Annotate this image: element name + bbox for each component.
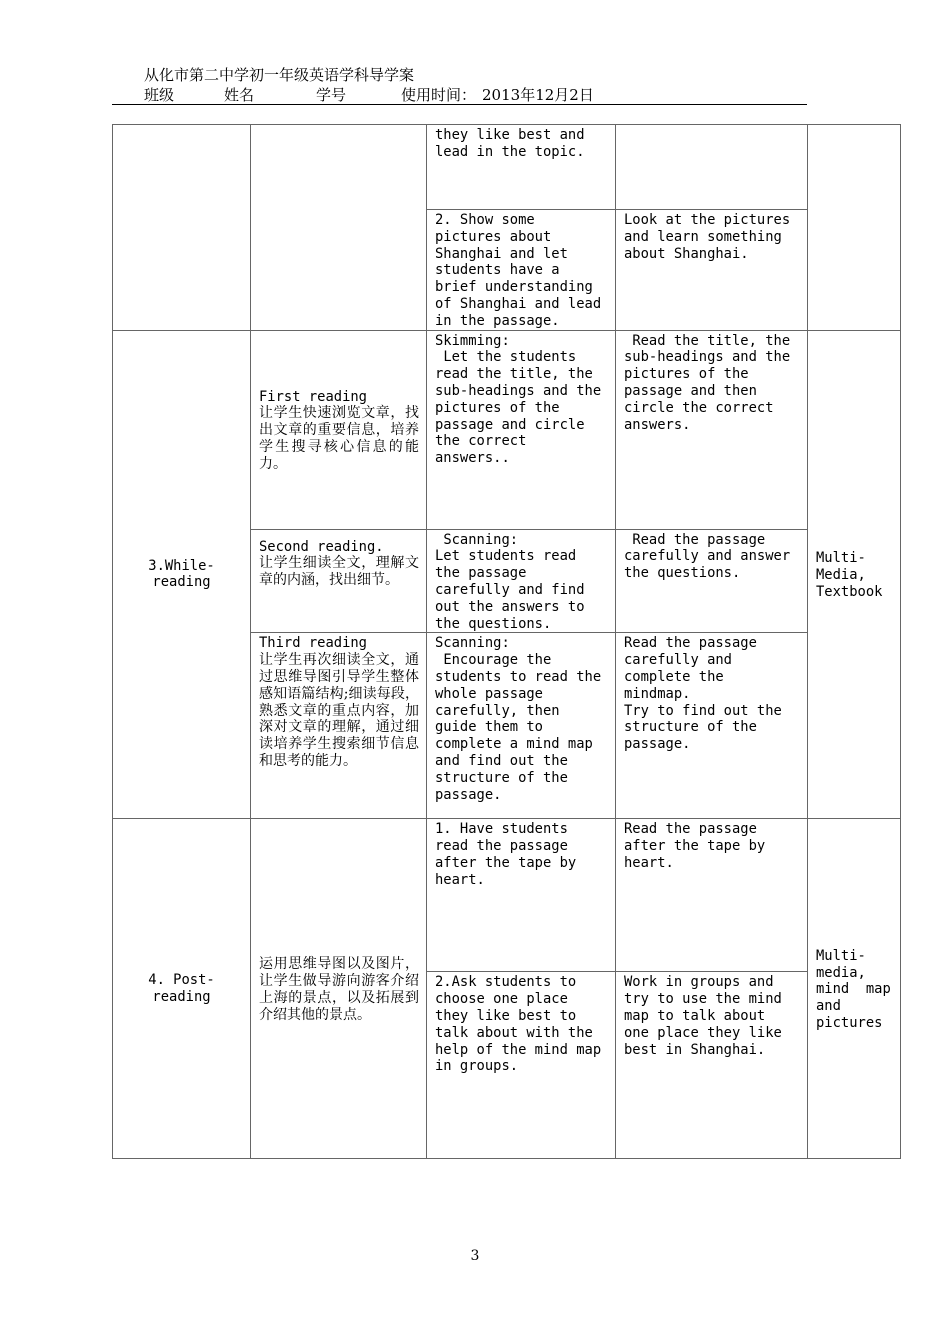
- stage-cell: [113, 125, 251, 331]
- goal-third-reading: [251, 633, 427, 819]
- student-activity-cell: Read the passage carefully and answer the questions.: [616, 529, 808, 633]
- teacher-activity-cell: Scanning: Let students read the passage carefully and find out the answers to the questions.: [427, 529, 616, 633]
- first-reading-goal: 让学生快速浏览文章，找出文章的重要信息，培养学生搜寻核心信息的能力。: [259, 405, 419, 472]
- teacher-activity-cell: they like best and lead in the topic.: [427, 125, 616, 210]
- table-row: [113, 330, 901, 529]
- document-title: 从化市第二中学初一年级英语学科导学案: [144, 66, 415, 84]
- aids-while-reading: Multi- Media, Textbook: [808, 330, 901, 819]
- second-reading-title: Second reading.: [259, 538, 384, 555]
- header-fields: [144, 86, 594, 105]
- student-id-label: 学号: [316, 86, 347, 104]
- second-reading-goal: 让学生细读全文，理解文章的内涵，找出细节。: [259, 555, 419, 589]
- student-activity-cell: Look at the pictures and learn something about Shanghai.: [616, 210, 808, 331]
- aids-post-reading: Multi- media, mind map and pictures: [808, 819, 901, 1159]
- teacher-activity-cell: Scanning: Encourage the students to read the whole passage carefully, then guide them to complete a mind map and find out the structure of the passage.: [427, 633, 616, 819]
- third-reading-title: Third reading: [259, 635, 367, 652]
- student-activity-cell: Read the passage after the tape by heart.: [616, 819, 808, 972]
- teacher-activity-cell: 2. Show some pictures about Shanghai and let students have a brief understanding of Shanghai and lead in the passage.: [427, 210, 616, 331]
- student-activity-cell: Read the title, the sub-headings and the pictures of the passage and then circle the correct answers.: [616, 330, 808, 529]
- student-activity-cell: Work in groups and try to use the mind map to talk about one place they like best in Shanghai.: [616, 972, 808, 1159]
- goal-post-reading: 运用思维导图以及图片，让学生做导游向游客介绍上海的景点，以及拓展到介绍其他的景点。: [251, 819, 427, 1159]
- aids-cell: [808, 125, 901, 331]
- teacher-activity-cell: Skimming: Let the students read the title, the sub-headings and the pictures of the passage and circle the correct answers..: [427, 330, 616, 529]
- student-activity-cell: Read the passage carefully and complete the mindmap. Try to find out the structure of the passage.: [616, 633, 808, 819]
- teacher-activity-cell: 1. Have students read the passage after the tape by heart.: [427, 819, 616, 972]
- page-number: 3: [470, 1248, 480, 1264]
- goal-second-reading: [251, 529, 427, 633]
- table-row: [113, 819, 901, 972]
- stage-post-reading: 4. Post- reading: [113, 819, 251, 1159]
- name-label: 姓名: [224, 86, 255, 104]
- goal-cell: [251, 125, 427, 331]
- lesson-plan-table: [112, 124, 901, 1159]
- date-value: 2013年12月2日: [482, 86, 594, 104]
- student-activity-cell: [616, 125, 808, 210]
- class-label: 班级: [144, 86, 175, 104]
- stage-while-reading: 3.While- reading: [113, 330, 251, 819]
- table-row: [113, 125, 901, 210]
- first-reading-title: First reading: [259, 388, 367, 405]
- date-label: 使用时间：: [401, 86, 477, 104]
- teacher-activity-cell: 2.Ask students to choose one place they like best to talk about with the help of the mind map in groups.: [427, 972, 616, 1159]
- goal-first-reading: [251, 330, 427, 529]
- header-rule: [112, 104, 807, 105]
- third-reading-goal: 让学生再次细读全文，通过思维导图引导学生整体感知语篇结构;细读每段，熟悉文章的重点内容，加深对文章的理解，通过细读培养学生搜索细节信息和思考的能力。: [259, 652, 419, 769]
